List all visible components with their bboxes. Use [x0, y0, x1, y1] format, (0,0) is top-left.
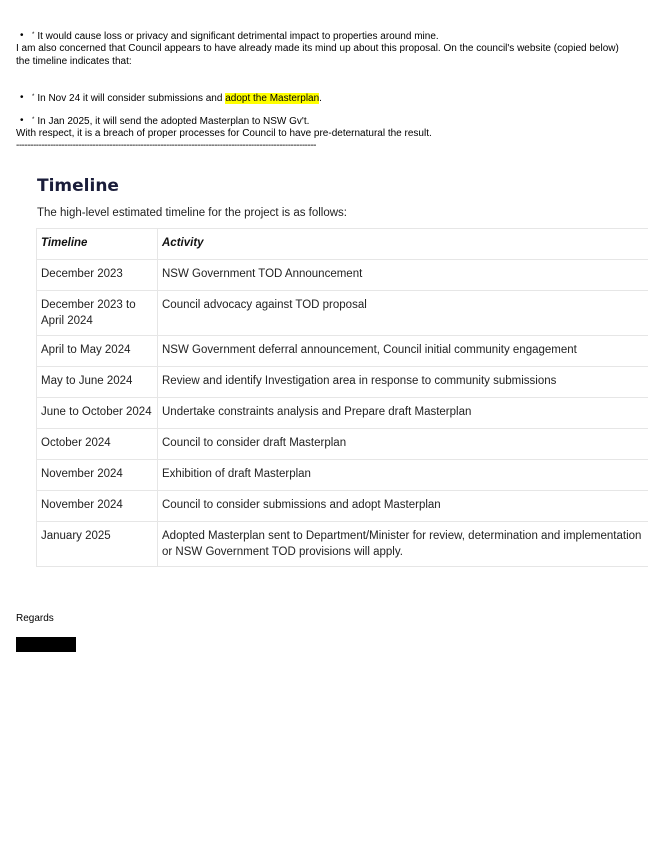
timeline-table — [36, 228, 648, 567]
bullet-item — [20, 114, 310, 128]
redacted-signature — [16, 637, 76, 652]
timeline-cell: December 2023 — [37, 260, 158, 291]
activity-cell: Exhibition of draft Masterplan — [158, 460, 649, 491]
highlighted-text: adopt the Masterplan — [225, 93, 320, 104]
table-row — [37, 429, 649, 460]
timeline-cell: December 2023 to April 2024 — [37, 291, 158, 336]
bullet-text-loss-privacy: It would cause loss or privacy and significant detrimental impact to properties around mine. — [37, 31, 439, 42]
timeline-cell: November 2024 — [37, 460, 158, 491]
bullet-glyph: • — [20, 92, 24, 103]
bullet-glyph: • — [20, 115, 24, 126]
timeline-intro: The high-level estimated timeline for the project is as follows: — [37, 207, 348, 219]
asterisk-glyph: * — [32, 117, 35, 123]
activity-cell: Council to consider draft Masterplan — [158, 429, 649, 460]
bullet-glyph: • — [20, 30, 24, 41]
bullet-text-nov24: In Nov 24 it will consider submissions and — [37, 93, 226, 104]
timeline-screenshot — [20, 168, 656, 578]
bullet-item — [20, 29, 439, 43]
bullet-item — [20, 91, 322, 105]
activity-cell: Council to consider submissions and adopt Masterplan — [158, 491, 649, 522]
activity-cell: Review and identify Investigation area in response to community submissions — [158, 367, 649, 398]
column-header-timeline: Timeline — [37, 229, 158, 260]
table-row — [37, 460, 649, 491]
activity-cell: Council advocacy against TOD proposal — [158, 291, 649, 336]
paragraph-concern-line2: the timeline indicates that: — [16, 56, 132, 67]
timeline-cell: November 2024 — [37, 491, 158, 522]
asterisk-glyph: * — [32, 94, 35, 100]
activity-cell: Undertake constraints analysis and Prepare draft Masterplan — [158, 398, 649, 429]
timeline-cell: June to October 2024 — [37, 398, 158, 429]
table-row — [37, 367, 649, 398]
table-row — [37, 336, 649, 367]
table-header-row — [37, 229, 649, 260]
table-row — [37, 491, 649, 522]
timeline-heading: Timeline — [37, 176, 119, 196]
timeline-cell: October 2024 — [37, 429, 158, 460]
table-row — [37, 398, 649, 429]
bullet-text-period: . — [319, 93, 322, 104]
column-header-activity: Activity — [158, 229, 649, 260]
closing-regards: Regards — [16, 613, 54, 624]
dashed-separator: ---------------------------------------------------------------------------------------------------------- — [16, 141, 316, 151]
activity-cell: NSW Government TOD Announcement — [158, 260, 649, 291]
table-row — [37, 260, 649, 291]
bullet-text-jan25: In Jan 2025, it will send the adopted Masterplan to NSW Gv't. — [37, 116, 310, 127]
asterisk-glyph: * — [32, 32, 35, 38]
paragraph-breach: With respect, it is a breach of proper processes for Council to have pre-deternatural the result. — [16, 128, 432, 139]
timeline-cell: January 2025 — [37, 522, 158, 567]
paragraph-concern-line1: I am also concerned that Council appears to have already made its mind up about this proposal. On the council's website (copied below) — [16, 43, 619, 54]
activity-cell: NSW Government deferral announcement, Council initial community engagement — [158, 336, 649, 367]
table-row — [37, 522, 649, 567]
activity-cell: Adopted Masterplan sent to Department/Minister for review, determination and implementation or NSW Government TOD provisions will apply. — [158, 522, 649, 567]
table-row — [37, 291, 649, 336]
timeline-cell: April to May 2024 — [37, 336, 158, 367]
timeline-cell: May to June 2024 — [37, 367, 158, 398]
